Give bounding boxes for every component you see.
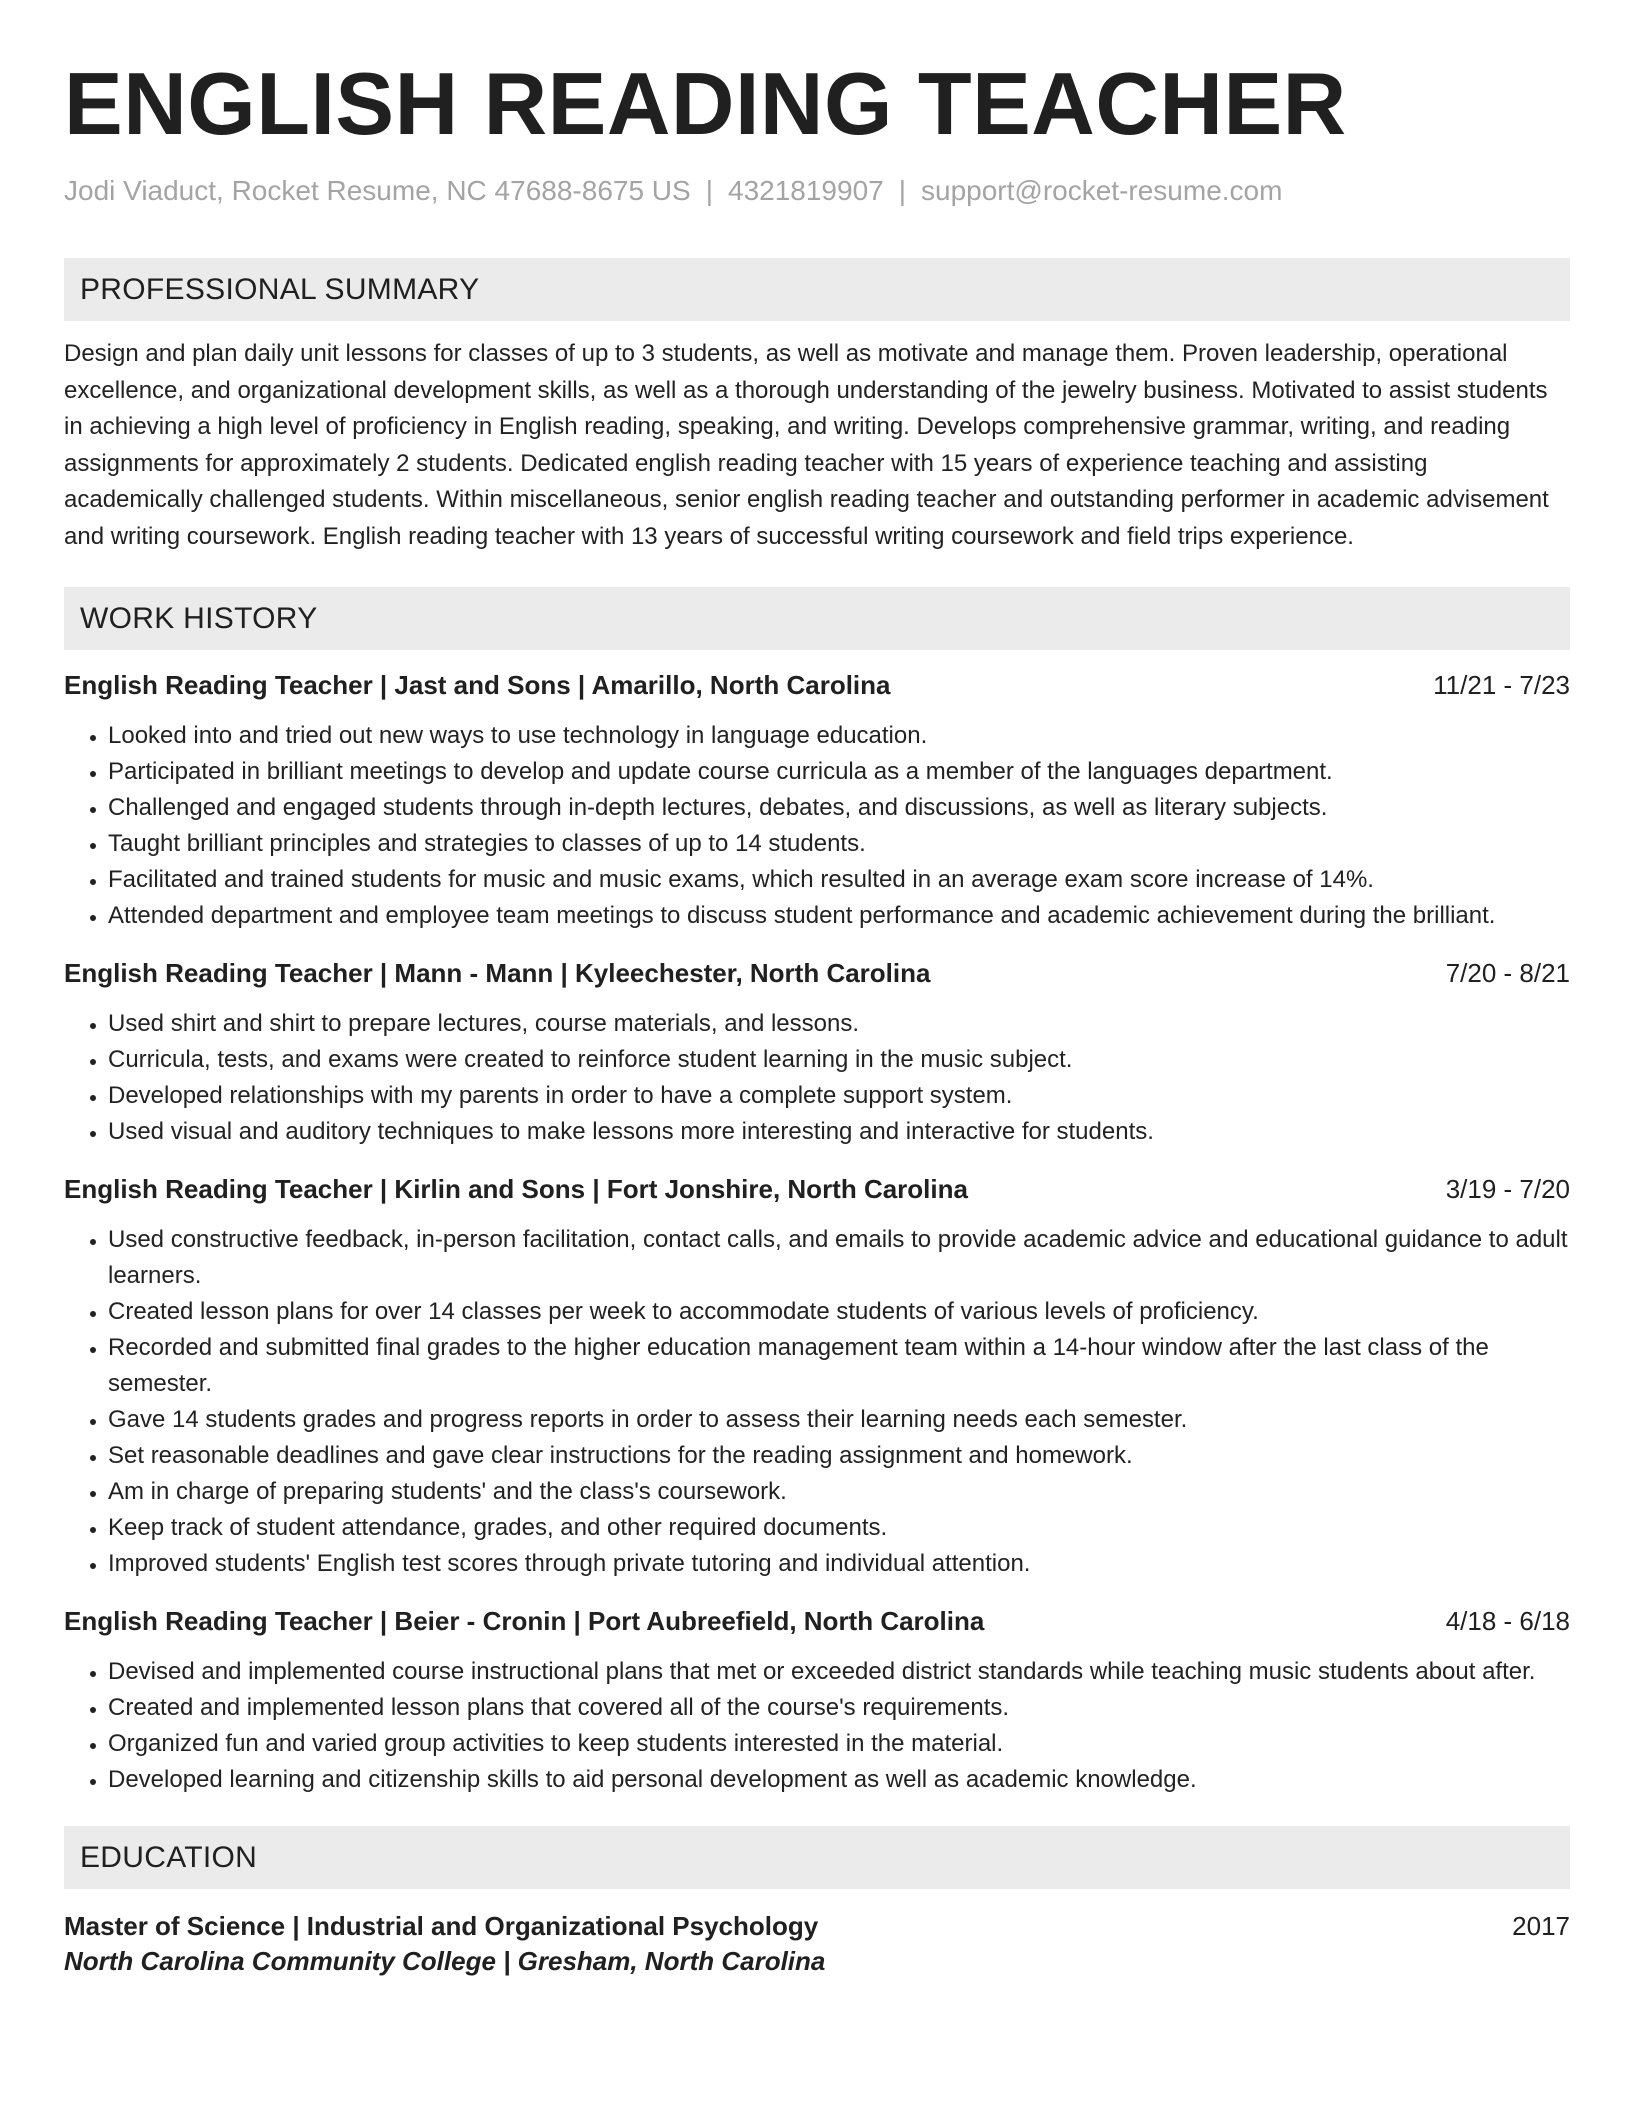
contact-phone: 4321819907 bbox=[728, 175, 884, 206]
job-header bbox=[64, 1604, 1570, 1638]
job-dates: 3/19 - 7/20 bbox=[1445, 1174, 1570, 1204]
job-bullet: • Keep track of student attendance, grades, and other required documents. bbox=[108, 1510, 1570, 1546]
job-bullet: • Created lesson plans for over 14 classes per week to accommodate students of various levels of proficiency. bbox=[108, 1294, 1570, 1330]
job-bullet: • Used shirt and shirt to prepare lectures, course materials, and lessons. bbox=[108, 1006, 1570, 1042]
job-bullet: • Curricula, tests, and exams were created to reinforce student learning in the music subject. bbox=[108, 1042, 1570, 1078]
education-entry bbox=[64, 1909, 1570, 1979]
education-school: North Carolina Community College | Gresham, North Carolina bbox=[64, 1946, 826, 1976]
job-bullet: • Improved students' English test scores through private tutoring and individual attention. bbox=[108, 1546, 1570, 1582]
job-entry bbox=[64, 1172, 1570, 1582]
job-bullet: • Looked into and tried out new ways to use technology in language education. bbox=[108, 718, 1570, 754]
job-bullet: • Recorded and submitted final grades to the higher education management team within a 14-hour window after the last class of the semester. bbox=[108, 1330, 1570, 1402]
section-heading-work-history: WORK HISTORY bbox=[64, 587, 1570, 650]
job-header bbox=[64, 956, 1570, 990]
job-header bbox=[64, 668, 1570, 702]
job-bullets bbox=[64, 718, 1570, 934]
education-header bbox=[64, 1909, 1570, 1943]
resume-content bbox=[64, 54, 1570, 1979]
job-entry bbox=[64, 1604, 1570, 1798]
education-degree: Master of Science | Industrial and Organizational Psychology bbox=[64, 1911, 819, 1941]
contact-separator: | bbox=[898, 175, 907, 206]
job-bullet: • Organized fun and varied group activities to keep students interested in the material. bbox=[108, 1726, 1570, 1762]
job-title: English Reading Teacher | Jast and Sons | Amarillo, North Carolina bbox=[64, 670, 891, 700]
job-title: English Reading Teacher | Mann - Mann | Kyleechester, North Carolina bbox=[64, 958, 931, 988]
job-bullet: • Devised and implemented course instructional plans that met or exceeded district standards while teaching music students about after. bbox=[108, 1654, 1570, 1690]
job-bullet: • Participated in brilliant meetings to develop and update course curricula as a member of the languages department. bbox=[108, 754, 1570, 790]
contact-email[interactable]: support@rocket-resume.com bbox=[921, 175, 1283, 206]
job-title: English Reading Teacher | Kirlin and Sons | Fort Jonshire, North Carolina bbox=[64, 1174, 968, 1204]
contact-separator: | bbox=[705, 175, 713, 206]
job-bullet: • Used constructive feedback, in-person facilitation, contact calls, and emails to provide academic advice and educational guidance to adult learners. bbox=[108, 1222, 1570, 1294]
job-bullet: • Attended department and employee team meetings to discuss student performance and academic achievement during the brilliant. bbox=[108, 898, 1570, 934]
job-header bbox=[64, 1172, 1570, 1206]
job-bullet: • Facilitated and trained students for music and music exams, which resulted in an average exam score increase of 14%. bbox=[108, 862, 1570, 898]
job-bullet: • Created and implemented lesson plans that covered all of the course's requirements. bbox=[108, 1690, 1570, 1726]
job-bullet: • Developed relationships with my parents in order to have a complete support system. bbox=[108, 1078, 1570, 1114]
job-dates: 4/18 - 6/18 bbox=[1445, 1606, 1570, 1636]
job-bullet: • Used visual and auditory techniques to make lessons more interesting and interactive for students. bbox=[108, 1114, 1570, 1150]
contact-line bbox=[64, 174, 1570, 208]
job-bullet: • Taught brilliant principles and strategies to classes of up to 14 students. bbox=[108, 826, 1570, 862]
job-bullets bbox=[64, 1006, 1570, 1150]
job-entry bbox=[64, 956, 1570, 1150]
job-dates: 11/21 - 7/23 bbox=[1433, 670, 1570, 700]
candidate-name: ENGLISH READING TEACHER bbox=[64, 54, 1347, 153]
education-year: 2017 bbox=[1512, 1911, 1570, 1941]
job-bullet: • Challenged and engaged students through in-depth lectures, debates, and discussions, as well as literary subjects. bbox=[108, 790, 1570, 826]
section-heading-education: EDUCATION bbox=[64, 1826, 1570, 1889]
job-bullets bbox=[64, 1654, 1570, 1798]
summary-text: Design and plan daily unit lessons for classes of up to 3 students, as well as motivate and manage them. Proven leadership, operational excellence, and organizational development skills, as well as a thorough understanding of the jewelry business. Motivated to assist students in achieving a high level of proficiency in English reading, speaking, and writing. Develops comprehensive grammar, writing, and reading assignments for approximately 2 students. Dedicated english reading teacher with 15 years of experience teaching and assisting academically challenged students. Within miscellaneous, senior english reading teacher and outstanding performer in academic advisement and writing coursework. English reading teacher with 13 years of successful writing coursework and field trips experience. bbox=[64, 340, 1549, 550]
job-bullet: • Set reasonable deadlines and gave clear instructions for the reading assignment and homework. bbox=[108, 1438, 1570, 1474]
job-entry bbox=[64, 668, 1570, 934]
job-dates: 7/20 - 8/21 bbox=[1445, 958, 1570, 988]
job-title: English Reading Teacher | Beier - Cronin | Port Aubreefield, North Carolina bbox=[64, 1606, 985, 1636]
job-bullet: • Am in charge of preparing students' and the class's coursework. bbox=[108, 1474, 1570, 1510]
contact-address: Jodi Viaduct, Rocket Resume, NC 47688-8675 US bbox=[64, 175, 691, 206]
job-bullet: • Developed learning and citizenship skills to aid personal development as well as academic knowledge. bbox=[108, 1762, 1570, 1798]
job-bullet: • Gave 14 students grades and progress reports in order to assess their learning needs each semester. bbox=[108, 1402, 1570, 1438]
job-bullets bbox=[64, 1222, 1570, 1582]
section-heading-summary: PROFESSIONAL SUMMARY bbox=[64, 258, 1570, 321]
